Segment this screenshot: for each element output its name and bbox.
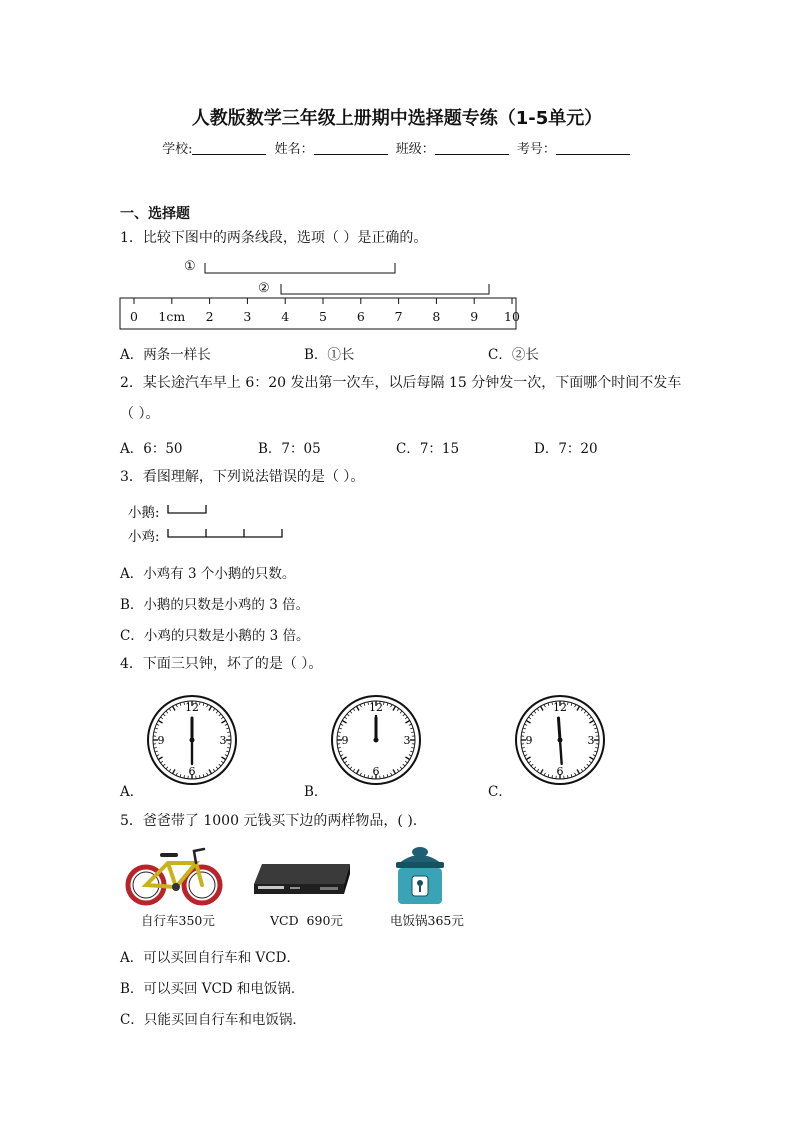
clock-number: 12 — [553, 701, 567, 714]
q3-option-a[interactable]: A．小鸡有 3 个小鹅的只数。 — [120, 566, 296, 582]
clock-number: 3 — [587, 734, 595, 747]
ruler-tick-label: 0 — [130, 309, 138, 324]
q5-option-a[interactable]: A．可以买回自行车和 VCD． — [120, 950, 300, 966]
clock-a — [146, 694, 238, 790]
q5-option-b[interactable]: B．可以买回 VCD 和电饭锅． — [120, 981, 305, 997]
ruler-tick-label: 4 — [281, 309, 290, 324]
school-label: 学校: — [162, 142, 193, 157]
clock-face — [330, 694, 422, 786]
clock-b — [330, 694, 422, 790]
q5-text: 5．爸爸带了 1000 元钱买下边的两样物品，( ). — [120, 813, 418, 829]
ruler-tick-label: 1cm — [158, 309, 186, 324]
clock-number: 9 — [525, 734, 533, 747]
minute-hand — [558, 718, 560, 740]
hour-hand — [560, 740, 562, 764]
q2-option-b[interactable]: B．7：05 — [258, 441, 321, 457]
q4-option-a[interactable]: A． — [120, 784, 144, 800]
segment-1 — [205, 263, 395, 273]
page-title: 人教版数学三年级上册期中选择题专练（1-5单元） — [191, 108, 603, 129]
q2-text-line2: （ ）。 — [120, 406, 160, 422]
q2-text-line1: 2．某长途汽车早上 6：20 发出第一次车，以后每隔 15 分钟发一次，下面哪个时间不发车 — [120, 375, 682, 391]
section-heading: 一、选择题 — [120, 206, 190, 222]
goose-label: 小鹅: — [128, 505, 160, 521]
q3-option-c[interactable]: C．小鸡的只数是小鹅的 3 倍。 — [120, 628, 310, 644]
q1-option-b[interactable]: B．①长 — [304, 347, 355, 363]
class-blank[interactable] — [435, 142, 509, 155]
ruler-tick-label: 9 — [470, 309, 479, 324]
student-info-line — [0, 138, 794, 157]
ruler-tick-label: 2 — [205, 309, 214, 324]
ruler-tick-label: 3 — [243, 309, 252, 324]
q3-text: 3．看图理解，下列说法错误的是（ ）。 — [120, 469, 365, 485]
clock-face — [146, 694, 238, 786]
clock-number: 12 — [369, 701, 383, 714]
segment1-label: ① — [184, 259, 196, 274]
vcd-caption: VCD 690元 — [270, 913, 343, 928]
goose-bar — [168, 505, 206, 513]
q2-option-c[interactable]: C．7：15 — [396, 441, 460, 457]
number-label: 考号： — [516, 142, 556, 157]
class-label: 班级： — [395, 142, 435, 157]
ruler-tick-label: 7 — [394, 309, 403, 324]
q2-option-a[interactable]: A．6：50 — [120, 441, 183, 457]
clock-number: 6 — [372, 765, 380, 778]
rice-cooker-caption: 电饭锅365元 — [390, 913, 464, 928]
ruler-tick-label: 10 — [504, 309, 520, 324]
name-label: 姓名： — [274, 142, 314, 157]
ruler-tick-marks — [134, 298, 512, 304]
q1-text: 1．比较下图中的两条线段，选项（ ）是正确的。 — [120, 230, 428, 246]
clock-number: 6 — [188, 765, 196, 778]
q1-option-a[interactable]: A．两条一样长 — [120, 347, 211, 363]
clock-c — [514, 694, 606, 790]
name-blank[interactable] — [314, 142, 388, 155]
rice-cooker-image — [394, 842, 446, 908]
ruler-tick-label: 8 — [432, 309, 441, 324]
ruler-tick-label: 6 — [356, 309, 365, 324]
q1-option-c[interactable]: C．②长 — [488, 347, 539, 363]
chick-bar — [168, 529, 282, 537]
bicycle-image — [124, 843, 224, 907]
chick-label: 小鸡: — [128, 529, 160, 545]
q4-option-c[interactable]: C． — [488, 784, 512, 800]
ruler-tick-label: 5 — [319, 309, 327, 324]
clock-number: 3 — [403, 734, 411, 747]
q4-option-b[interactable]: B． — [304, 784, 328, 800]
clock-number: 6 — [556, 765, 564, 778]
q5-option-c[interactable]: C．只能买回自行车和电饭锅． — [120, 1012, 306, 1028]
segment-2 — [281, 284, 489, 294]
number-blank[interactable] — [556, 142, 630, 155]
clock-number: 9 — [341, 734, 349, 747]
school-blank[interactable] — [192, 142, 266, 155]
clock-number: 3 — [219, 734, 227, 747]
clock-number: 12 — [185, 701, 199, 714]
q2-option-d[interactable]: D．7：20 — [534, 441, 598, 457]
vcd-player-image — [250, 862, 354, 898]
clock-face — [514, 694, 606, 786]
q3-option-b[interactable]: B．小鹅的只数是小鸡的 3 倍。 — [120, 597, 310, 613]
clock-number: 9 — [157, 734, 165, 747]
q4-text: 4．下面三只钟，坏了的是（ ）。 — [120, 656, 323, 672]
ratio-bars — [165, 500, 287, 542]
bicycle-caption: 自行车350元 — [141, 913, 215, 928]
segment2-label: ② — [258, 281, 270, 296]
